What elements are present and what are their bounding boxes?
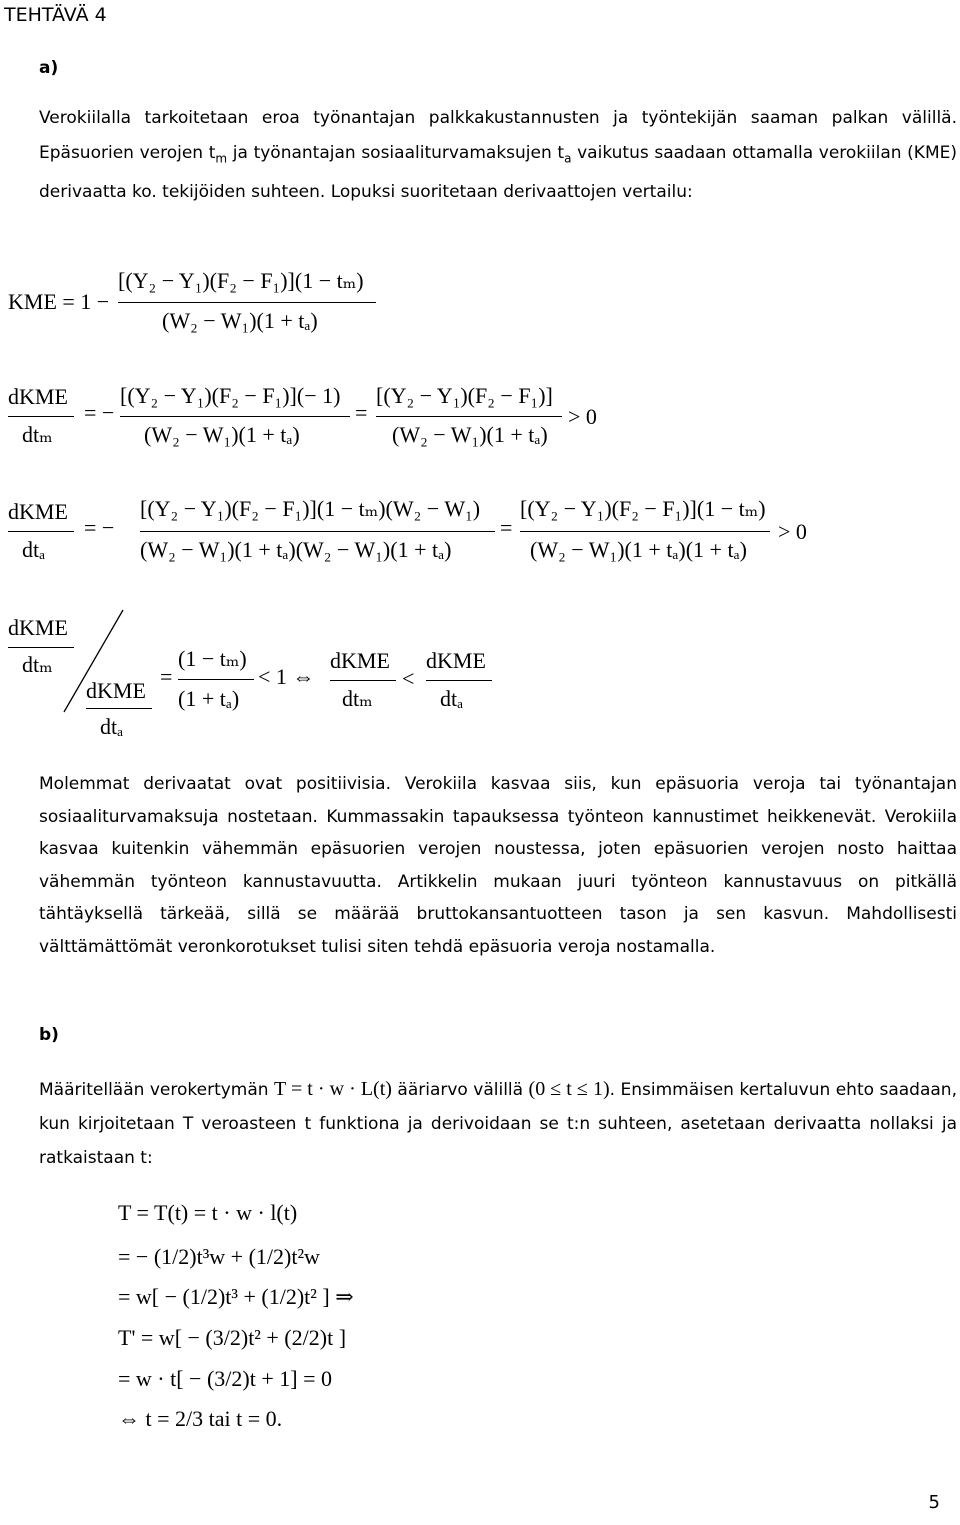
eq3-rhs-den: (W₂ − W₁)(1 + tₐ)(1 + tₐ) [530, 537, 747, 562]
page-header: TEHTÄVÄ 4 [4, 4, 107, 26]
eq2-mid-num: [(Y₂ − Y₁)(F₂ − F₁)](− 1) [120, 383, 341, 408]
para-b-interval: (0 ≤ t ≤ 1) [528, 1078, 610, 1100]
eq3-lhs-num: dKME [8, 499, 68, 524]
para-a-sub-m: m [215, 150, 228, 165]
eq1-fraction-bar [118, 302, 376, 303]
eq2-lhs-den: dtₘ [22, 422, 53, 447]
para-a-text-2: ja työnantajan sosiaaliturvamaksujen t [227, 142, 565, 163]
eq2-rhs-bar [376, 416, 562, 417]
eq3-lhs-den: dtₐ [22, 537, 46, 562]
eq2-lhs-num: dKME [8, 384, 68, 409]
eq4-equals: = [160, 664, 173, 689]
para-a-text-1: Verokiilalla tarkoitetaan eroa työnantajan palkkakustannusten ja työntekijän saaman palkan välillä. Epäsuorien verojen t [39, 108, 957, 163]
eq2-equals-2: = [355, 400, 368, 425]
eq2-tail: > 0 [568, 404, 597, 429]
derivation-line-1: T = T(t) = t · w · l(t) [118, 1200, 298, 1225]
paragraph-b-intro [39, 1072, 957, 1175]
page-number: 5 [928, 1492, 940, 1513]
eq3-rhs-bar [520, 531, 770, 532]
section-a-label: a) [39, 58, 59, 78]
eq3-equals: = − [84, 515, 115, 540]
paragraph-a-conclusion: Molemmat derivaatat ovat positiivisia. Verokiila kasvaa siis, kun epäsuoria veroja tai työnantajan sosiaaliturvamaksuja nostetaan. Kummassakin tapauksessa työnteon kannustimet heikkenevät. Verokiila kasvaa kuitenkin vähemmän epäsuorien verojen noustessa, joten epäsuorien verojen nosto haittaa vähemmän työnteon kannustavuutta. Artikkelin mukaan juuri työnteon kannustavuus on pitkällä tähtäyksellä tärkeää, sillä se määrää bruttokansantuotteen tason ja sen kasvun. Mahdollisesti välttämättömät veronkorotukset tulisi siten tehdä epäsuoria veroja nostamalla. [39, 774, 957, 957]
eq4-ratio-den: (1 + tₐ) [178, 686, 240, 711]
eq3-rhs-num: [(Y₂ − Y₁)(F₂ − F₁)](1 − tₘ) [520, 496, 766, 521]
eq3-mid-den: (W₂ − W₁)(1 + tₐ)(W₂ − W₁)(1 + tₐ) [140, 537, 452, 562]
para-b-formula: T = t · w · L(t) [274, 1078, 392, 1100]
derivation-line-2: = − (1/2)t³w + (1/2)t²w [118, 1244, 320, 1269]
derivation-line-3: = w[ − (1/2)t³ + (1/2)t² ] ⇒ [118, 1284, 354, 1309]
derivation-line-5: = w · t[ − (3/2)t + 1] = 0 [118, 1366, 332, 1391]
section-b-label: b) [39, 1025, 59, 1045]
para-a-text-3: vaikutus saadaan ottamalla verokiilan (KME) derivaatta ko. tekijöiden suhteen. Lopuksi suoritetaan derivaattojen vertailu: [39, 142, 957, 203]
eq1-denominator: (W₂ − W₁)(1 + tₐ) [162, 308, 318, 333]
eq2-lhs-bar [8, 416, 74, 417]
eq3-mid-bar [140, 531, 495, 532]
eq3-equals-2: = [500, 515, 513, 540]
eq4-c-num: dKME [330, 648, 390, 673]
eq4-big-den-bar [86, 708, 152, 709]
eq4-d-num: dKME [426, 648, 486, 673]
eq1-numerator: [(Y₂ − Y₁)(F₂ − F₁)](1 − tₘ) [118, 268, 364, 293]
derivation-line-4: T' = w[ − (3/2)t² + (2/2)t ] [118, 1325, 347, 1350]
eq4-big-den-den: dtₐ [100, 714, 124, 739]
eq2-rhs-num: [(Y₂ − Y₁)(F₂ − F₁)] [376, 383, 553, 408]
eq4-big-den: dKME [86, 678, 146, 703]
eq2-rhs-den: (W₂ − W₁)(1 + tₐ) [392, 422, 548, 447]
para-b-text-1: Määritellään verokertymän [39, 1080, 275, 1100]
eq4-big-num-den: dtₘ [22, 652, 53, 677]
eq3-lhs-bar [8, 531, 74, 532]
eq1-lhs: KME = 1 − [8, 289, 110, 314]
paragraph-a-intro [39, 101, 957, 210]
eq4-lt: < [402, 666, 415, 691]
eq2-equals: = − [84, 400, 115, 425]
derivation-line-6: ⇔ t = 2/3 tai t = 0. [118, 1406, 283, 1431]
eq4-ratio-bar [178, 679, 254, 680]
eq4-c-den: dtₘ [342, 686, 373, 711]
eq4-d-bar [426, 680, 492, 681]
eq2-mid-bar [120, 416, 350, 417]
eq4-ratio-num: (1 − tₘ) [178, 646, 247, 671]
para-b-text-3: . Ensimmäisen kertaluvun ehto saadaan, kun kirjoitetaan T veroasteen t funktiona ja derivoidaan se t:n suhteen, asetetaan derivaatta nollaksi ja ratkaistaan t: [39, 1080, 957, 1168]
eq3-tail: > 0 [778, 519, 807, 544]
eq4-c-bar [330, 680, 396, 681]
eq4-lt1: < 1 ⇔ [258, 664, 315, 689]
para-b-text-2: ääriarvo välillä [391, 1080, 529, 1100]
eq2-mid-den: (W₂ − W₁)(1 + tₐ) [144, 422, 300, 447]
para-a-sub-a: a [564, 150, 572, 165]
eq4-big-num: dKME [8, 615, 68, 640]
eq4-d-den: dtₐ [440, 686, 464, 711]
eq3-mid-num: [(Y₂ − Y₁)(F₂ − F₁)](1 − tₘ)(W₂ − W₁) [140, 496, 481, 521]
